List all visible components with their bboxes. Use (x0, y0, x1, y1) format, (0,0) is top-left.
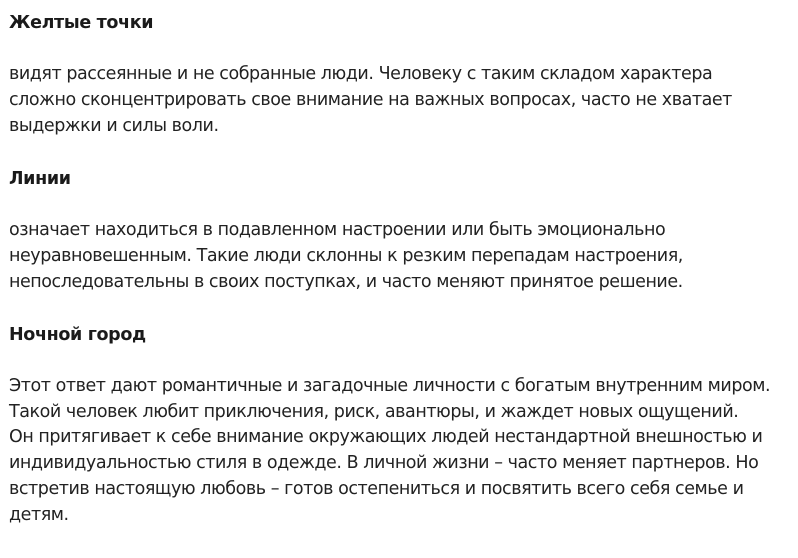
text-line: Он притягивает к себе внимание окружающих людей нестандартной внешностью и (9, 427, 763, 448)
section-title-lines: Линии (9, 169, 71, 190)
text-line: Этот ответ дают романтичные и загадочные личности с богатым внутренним миром. (9, 375, 771, 396)
text-line: видят рассеянные и не собранные люди. Человеку с таким складом характера (9, 64, 713, 84)
section-text-lines (9, 218, 798, 295)
section-title-night-city: Ночной город (9, 324, 146, 345)
text-line: сложно сконцентрировать свое внимание на важных вопросах, часто не хватает (9, 89, 732, 110)
text-line: Такой человек любит приключения, риск, авантюры, и жаждет новых ощущений. (9, 401, 739, 422)
text-line: означает находиться в подавленном настроении или быть эмоционально (9, 220, 666, 241)
text-line: встретив настоящую любовь – готов остепениться и посвятить всего себя семье и (9, 478, 744, 499)
text-line: индивидуальностью стиля в одежде. В личной жизни – часто меняет партнеров. Но (9, 453, 759, 474)
text-line: непоследовательны в своих поступках, и часто меняют принятое решение. (9, 271, 683, 292)
section-text-yellow-dots (9, 62, 798, 139)
text-line: выдержки и силы воли. (9, 115, 219, 136)
section-title-yellow-dots: Желтые точки (9, 13, 154, 33)
section-text-night-city (9, 374, 798, 529)
text-line: детям. (9, 504, 69, 525)
text-line: неуравновешенным. Такие люди склонны к резким перепадам настроения, (9, 246, 683, 267)
